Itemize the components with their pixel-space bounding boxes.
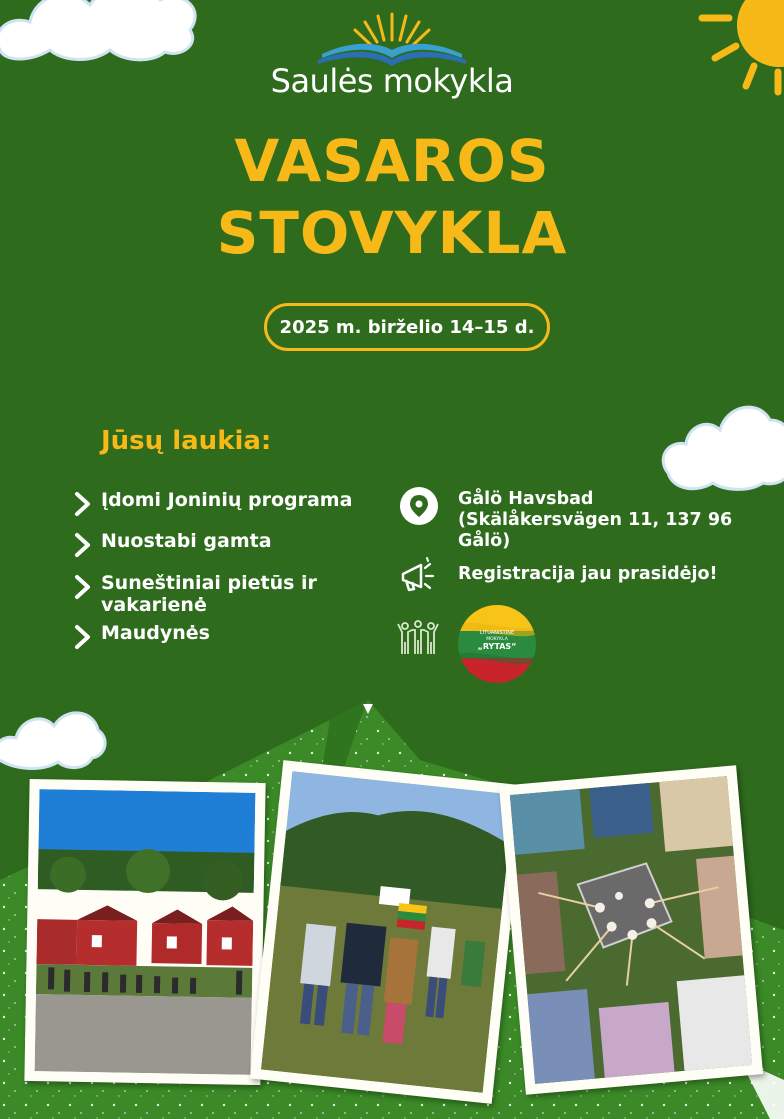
title-line-1: VASAROS: [234, 127, 550, 195]
feature-text: Nuostabi gamta: [101, 530, 272, 552]
school-name: Saulės mokykla: [270, 62, 514, 100]
partner-logo-line3: „RYTAS“: [477, 642, 517, 651]
feature-text: Įdomi Joninių programa: [101, 489, 353, 511]
cloud-icon: [0, 704, 108, 774]
partner-logo: [457, 604, 537, 684]
feature-text: Maudynės: [101, 622, 210, 644]
location-text: Gålö Havsbad (Skälåkersvägen 11, 137 96 Gålö): [458, 489, 733, 551]
date-badge: 2025 m. birželio 14–15 d.: [264, 303, 550, 351]
registration-text: Registracija jau prasidėjo!: [458, 564, 718, 584]
chevron-right-icon: [72, 574, 94, 600]
awaits-heading: Jūsų laukia:: [101, 426, 272, 456]
feature-text: Suneštiniai pietūs ir vakarienė: [101, 572, 317, 616]
book-icon: [292, 10, 492, 68]
chevron-right-icon: [72, 491, 94, 517]
photo-cabins-children: [24, 779, 265, 1085]
partner-logo-line1: LITUANISTINĖ: [479, 630, 515, 636]
partner-logo-line2: MOKYKLA: [486, 637, 508, 642]
photo-group-flag: [250, 760, 525, 1104]
people-icon: [393, 618, 443, 658]
megaphone-icon: [397, 554, 439, 596]
location-pin-icon: [399, 486, 439, 526]
chevron-right-icon: [72, 624, 94, 650]
photo-marshmallow-roasting: [499, 765, 763, 1095]
title-line-2: STOVYKLA: [216, 199, 568, 267]
chevron-right-icon: [72, 532, 94, 558]
cloud-icon: [658, 398, 784, 493]
